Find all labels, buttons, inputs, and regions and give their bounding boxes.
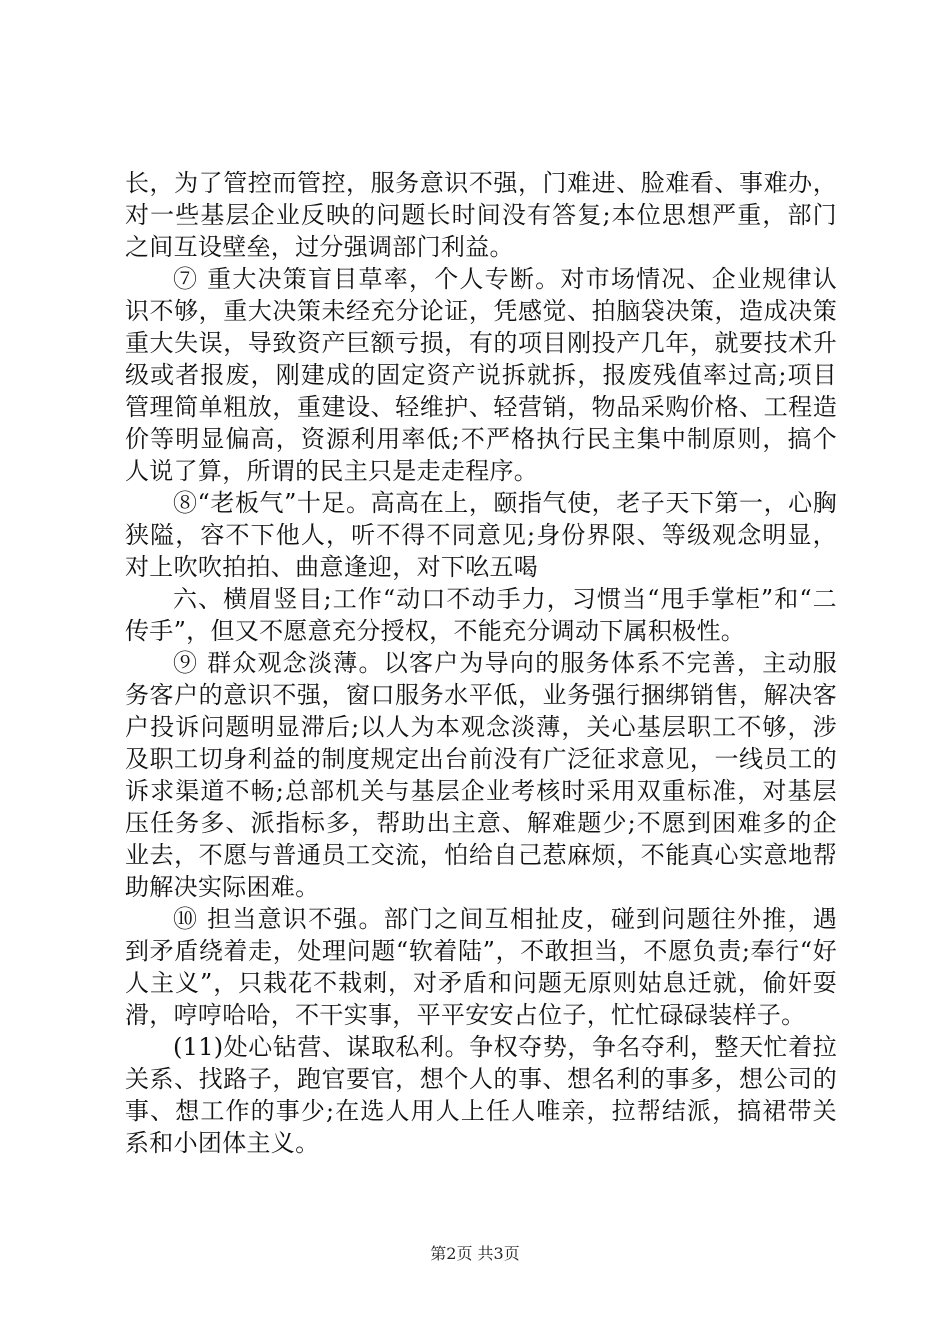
- document-body: [125, 167, 837, 1159]
- page-number-footer: 第2页 共3页: [430, 1244, 520, 1263]
- paragraph-item-8: ⑧“老板气”十足。高高在上，颐指气使，老子天下第一，心胸狭隘，容不下他人，听不得不同意见;身份界限、等级观念明显，对上吹吹拍拍、曲意逢迎，对下吆五喝: [125, 489, 837, 581]
- paragraph-item-7: ⑦ 重大决策盲目草率，个人专断。对市场情况、企业规律认识不够，重大决策未经充分论证，凭感觉、拍脑袋决策，造成决策重大失误，导致资产巨额亏损，有的项目刚投产几年，就要技术升级或者报废，刚建成的固定资产说拆就拆，报废残值率过高;项目管理简单粗放，重建设、轻维护、轻营销，物品采购价格、工程造价等明显偏高，资源利用率低;不严格执行民主集中制原则，搞个人说了算，所谓的民主只是走走程序。: [125, 265, 837, 485]
- paragraph-continuation: 长，为了管控而管控，服务意识不强，门难进、脸难看、事难办，对一些基层企业反映的问题长时间没有答复;本位思想严重，部门之间互设壁垒，过分强调部门利益。: [125, 169, 837, 261]
- paragraph-item-10: ⑩ 担当意识不强。部门之间互相扯皮，碰到问题往外推，遇到矛盾绕着走，处理问题“软着陆”，不敢担当，不愿负责;奉行“好人主义”，只栽花不栽刺，对矛盾和问题无原则姑息迁就，偷奸耍滑，哼哼哈哈，不干实事，平平安安占位子，忙忙碌碌装样子。: [125, 905, 837, 1029]
- paragraph-section-6: 六、横眉竖目;工作“动口不动手力，习惯当“甩手掌柜”和“二传手”，但又不愿意充分授权，不能充分调动下属积极性。: [125, 585, 837, 645]
- paragraph-item-11: (11)处心钻营、谋取私利。争权夺势，争名夺利，整天忙着拉关系、找路子，跑官要官，想个人的事、想名利的事多，想公司的事、想工作的事少;在选人用人上任人唯亲，拉帮结派，搞裙带关系和小团体主义。: [125, 1033, 837, 1157]
- paragraph-item-9: ⑨ 群众观念淡薄。以客户为导向的服务体系不完善，主动服务客户的意识不强，窗口服务水平低，业务强行捆绑销售，解决客户投诉问题明显滞后;以人为本观念淡薄，关心基层职工不够，涉及职工切身利益的制度规定出台前没有广泛征求意见，一线员工的诉求渠道不畅;总部机关与基层企业考核时采用双重标准，对基层压任务多、派指标多，帮助出主意、解难题少;不愿到困难多的企业去，不愿与普通员工交流，怕给自己惹麻烦，不能真心实意地帮助解决实际困难。: [125, 649, 837, 901]
